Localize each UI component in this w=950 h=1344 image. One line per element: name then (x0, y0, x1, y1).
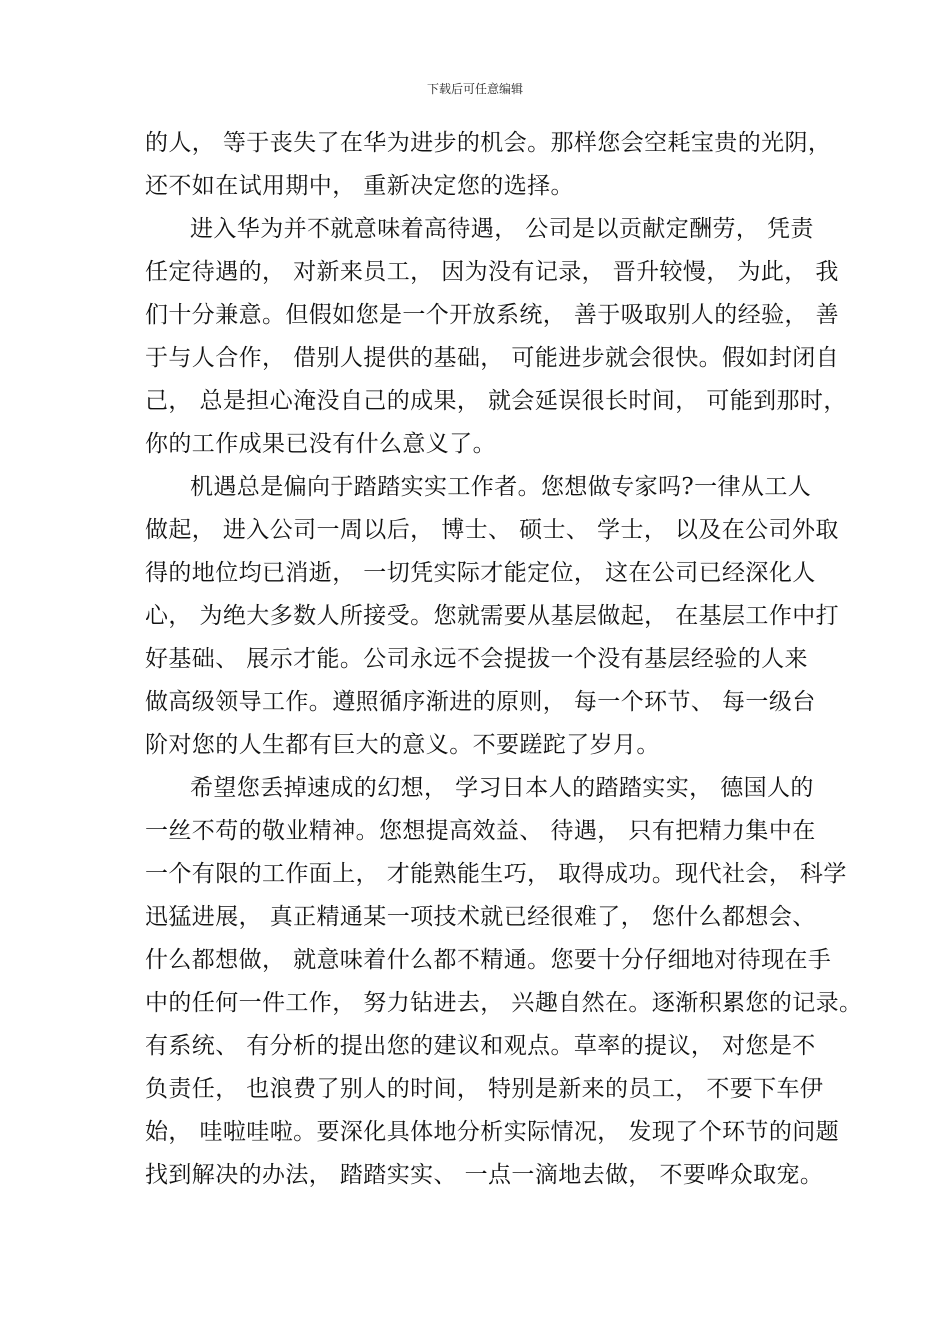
paragraph-line: 中的任何一件工作， 努力钻进去， 兴趣自然在。逐渐积累您的记录。 (145, 990, 863, 1016)
paragraph-line: 己， 总是担心淹没自己的成果， 就会延误很长时间， 可能到那时， (145, 388, 847, 414)
paragraph-line: 得的地位均已消逝， 一切凭实际才能定位， 这在公司已经深化人 (145, 560, 816, 586)
paragraph-line: 做高级领导工作。遵照循序渐进的原则， 每一个环节、 每一级台 (145, 689, 816, 715)
page-header: 下载后可任意编辑 (426, 82, 523, 96)
paragraph-first-line: 机遇总是偏向于踏踏实实工作者。您想做专家吗?一律从工人 (190, 474, 812, 500)
paragraph-line: 还不如在试用期中， 重新决定您的选择。 (145, 173, 574, 199)
paragraph-line: 们十分兼意。但假如您是一个开放系统， 善于吸取别人的经验， 善 (145, 302, 840, 328)
paragraph-line: 于与人合作， 借别人提供的基础， 可能进步就会很快。假如封闭自 (145, 345, 840, 371)
paragraph-line: 好基础、 展示才能。公司永远不会提拔一个没有基层经验的人来 (145, 646, 808, 672)
paragraph-line: 什么都想做， 就意味着什么都不精通。您要十分仔细地对待现在手 (145, 947, 832, 973)
paragraph-first-line: 进入华为并不就意味着高待遇， 公司是以贡献定酬劳， 凭责 (190, 216, 814, 242)
paragraph-line: 找到解决的办法， 踏踏实实、 一点一滴地去做， 不要哗众取宠。 (145, 1162, 824, 1188)
paragraph-line: 一丝不苟的敬业精神。您想提高效益、 待遇， 只有把精力集中在 (145, 818, 816, 844)
paragraph-line: 任定待遇的， 对新来员工， 因为没有记录， 晋升较慢， 为此， 我 (145, 259, 839, 285)
paragraph-line: 始， 哇啦哇啦。要深化具体地分析实际情况， 发现了个环节的问题 (145, 1119, 840, 1145)
paragraph-line: 一个有限的工作面上， 才能熟能生巧， 取得成功。现代社会， 科学 (145, 861, 847, 887)
paragraph-line: 阶对您的人生都有巨大的意义。不要蹉跎了岁月。 (145, 732, 660, 758)
paragraph-line: 做起， 进入公司一周以后， 博士、 硕士、 学士， 以及在公司外取 (145, 517, 839, 543)
paragraph-line: 你的工作成果已没有什么意义了。 (145, 431, 496, 457)
paragraph-line: 的人， 等于丧失了在华为进步的机会。那样您会空耗宝贵的光阴， (145, 130, 832, 156)
paragraph-line: 迅猛进展， 真正精通某一项技术就已经很难了， 您什么都想会、 (145, 904, 816, 930)
paragraph-line: 有系统、 有分析的提出您的建议和观点。草率的提议， 对您是不 (145, 1033, 816, 1059)
paragraph-first-line: 希望您丢掉速成的幻想， 学习日本人的踏踏实实， 德国人的 (190, 775, 814, 801)
paragraph-line: 负责任， 也浪费了别人的时间， 特别是新来的员工， 不要下车伊 (145, 1076, 824, 1102)
paragraph-line: 心， 为绝大多数人所接受。您就需要从基层做起， 在基层工作中打 (145, 603, 840, 629)
